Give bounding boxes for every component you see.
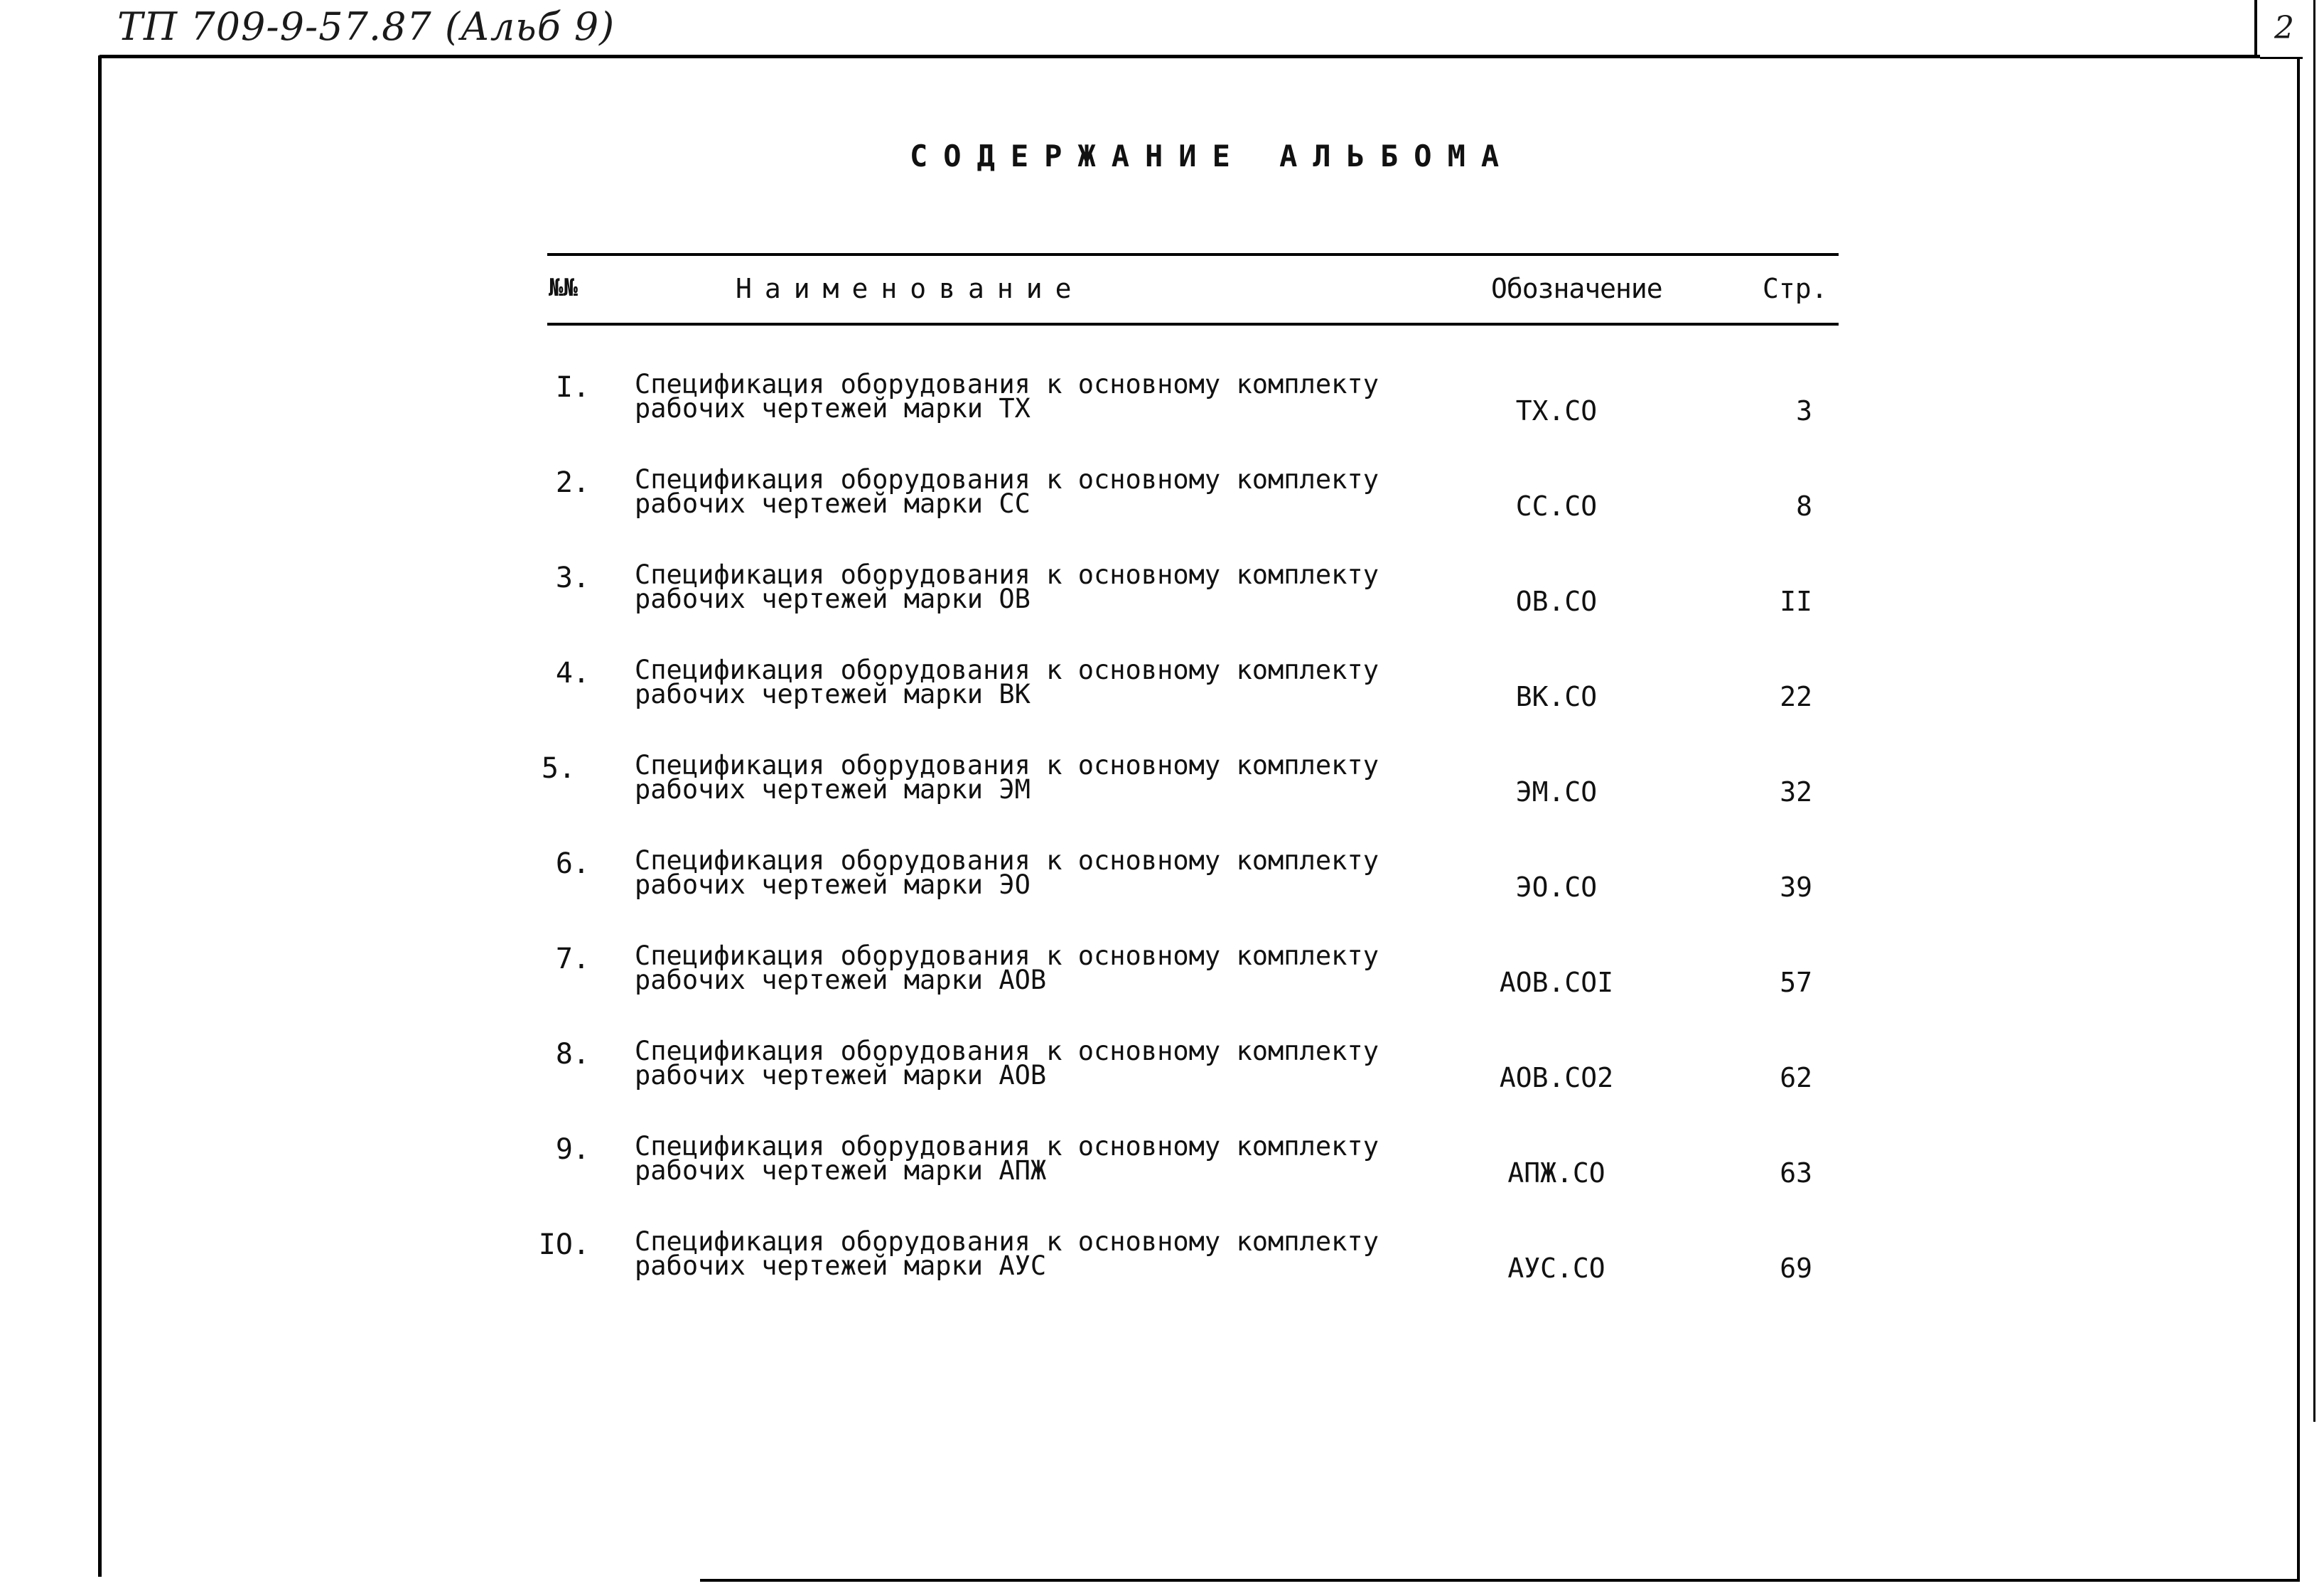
- row-name-line-2: рабочих чертежей марки ЭМ: [635, 774, 1031, 805]
- table-row: [0, 657, 2324, 752]
- frame-top-line: [99, 55, 2260, 58]
- row-name: [635, 1226, 1379, 1281]
- table-header-rule: [547, 323, 1839, 326]
- row-name-line-2: рабочих чертежей марки АУС: [635, 1250, 1047, 1281]
- column-header-code: Обозначение: [1491, 273, 1662, 304]
- row-name: [635, 559, 1379, 614]
- row-name-line-1: Спецификация оборудования к основному комплекту: [635, 1131, 1379, 1162]
- row-page: 39: [1780, 872, 1812, 903]
- table-row: [0, 371, 2324, 466]
- row-code: СС.СО: [1515, 491, 1598, 522]
- row-code: АОВ.СОI: [1499, 967, 1614, 998]
- column-header-page: Стр.: [1763, 273, 1828, 304]
- table-top-rule: [547, 253, 1839, 256]
- row-name-line-1: Спецификация оборудования к основному комплекту: [635, 1036, 1379, 1066]
- row-number: 6.: [555, 847, 590, 880]
- row-code: АУС.СО: [1507, 1253, 1605, 1284]
- document-code: ТП 709-9-57.87 (Альб 9): [117, 4, 615, 49]
- page-title: СОДЕРЖАНИЕ АЛЬБОМА: [910, 139, 1515, 173]
- row-name-line-2: рабочих чертежей марки АОВ: [635, 1060, 1047, 1091]
- row-name: [635, 464, 1379, 519]
- row-number: 8.: [555, 1038, 590, 1071]
- row-code: АПЖ.СО: [1507, 1157, 1605, 1189]
- row-number: 2.: [555, 466, 590, 499]
- row-number: 5.: [541, 752, 576, 785]
- row-name-line-2: рабочих чертежей марки СС: [635, 488, 1031, 519]
- table-row: [0, 847, 2324, 943]
- row-name-line-1: Спецификация оборудования к основному комплекту: [635, 369, 1379, 400]
- table-row: [0, 559, 2324, 657]
- row-name: [635, 1036, 1379, 1091]
- row-code: ЭО.СО: [1515, 872, 1598, 903]
- row-code: ЭМ.СО: [1515, 776, 1598, 808]
- row-name-line-1: Спецификация оборудования к основному комплекту: [635, 559, 1379, 590]
- row-name-line-2: рабочих чертежей марки ВК: [635, 679, 1031, 709]
- row-page: 63: [1780, 1157, 1812, 1189]
- row-name-line-1: Спецификация оборудования к основному комплекту: [635, 1226, 1379, 1257]
- row-number: 7.: [555, 943, 590, 975]
- row-name-line-1: Спецификация оборудования к основному комплекту: [635, 845, 1379, 876]
- row-code: ОВ.СО: [1515, 586, 1598, 617]
- row-name-line-2: рабочих чертежей марки АПЖ: [635, 1155, 1047, 1186]
- table-row: [0, 1133, 2324, 1228]
- row-name-line-1: Спецификация оборудования к основному комплекту: [635, 464, 1379, 495]
- table-row: [0, 466, 2324, 562]
- sheet-number: 2: [2274, 10, 2294, 46]
- row-name: [635, 750, 1379, 805]
- row-page: 69: [1780, 1253, 1812, 1284]
- row-name-line-2: рабочих чертежей марки АОВ: [635, 965, 1047, 995]
- row-name: [635, 941, 1379, 995]
- header-divider-line: [2254, 0, 2257, 57]
- row-name: [635, 845, 1379, 900]
- row-name-line-1: Спецификация оборудования к основному комплекту: [635, 750, 1379, 781]
- table-row: [0, 943, 2324, 1038]
- table-row: [0, 1228, 2324, 1324]
- row-name-line-2: рабочих чертежей марки ОВ: [635, 584, 1031, 614]
- row-name-line-2: рабочих чертежей марки ЭО: [635, 869, 1031, 900]
- row-page: 32: [1780, 776, 1812, 808]
- row-number: 9.: [555, 1133, 590, 1166]
- row-number: IO.: [538, 1228, 590, 1261]
- row-code: АОВ.СО2: [1499, 1062, 1614, 1093]
- row-number: I.: [555, 371, 590, 404]
- row-page: 22: [1780, 681, 1812, 712]
- row-name-line-2: рабочих чертежей марки ТХ: [635, 393, 1031, 424]
- frame-top-right-line: [2260, 57, 2303, 59]
- row-code: ТХ.СО: [1515, 395, 1598, 427]
- row-name: [635, 1131, 1379, 1186]
- column-header-name: Наименование: [736, 273, 1085, 304]
- row-name: [635, 655, 1379, 709]
- row-name-line-1: Спецификация оборудования к основному комплекту: [635, 941, 1379, 971]
- row-number: 3.: [555, 562, 590, 594]
- column-header-number: №№: [549, 274, 578, 302]
- row-name-line-1: Спецификация оборудования к основному комплекту: [635, 655, 1379, 685]
- row-name: [635, 369, 1379, 424]
- row-page: II: [1780, 586, 1812, 617]
- frame-bottom-line: [700, 1579, 2299, 1582]
- row-page: 8: [1796, 491, 1812, 522]
- row-code: ВК.СО: [1515, 681, 1598, 712]
- table-row: [0, 752, 2324, 847]
- row-page: 3: [1796, 395, 1812, 427]
- row-page: 57: [1780, 967, 1812, 998]
- row-number: 4.: [555, 657, 590, 690]
- row-page: 62: [1780, 1062, 1812, 1093]
- table-row: [0, 1038, 2324, 1133]
